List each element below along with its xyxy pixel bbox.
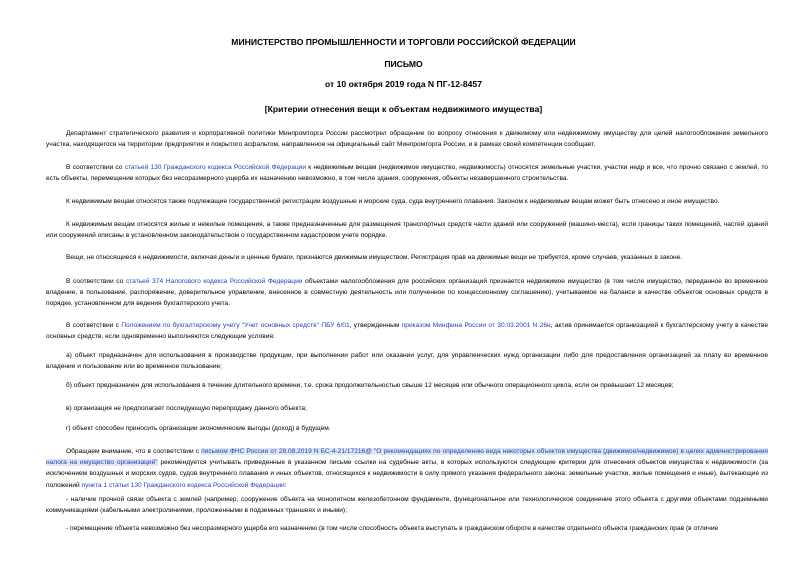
paragraph-premises: К недвижимым вещам относятся жилые и нежилые помещения, а также предназначенные для размещения транспортных средств части зданий или сооружений (машино-места), если границы таких помещений, частей зданий или сооружений описаны в установленном законодательством о государственном кадастровом учете порядке. [46,221,768,240]
document-date-number: от 10 октября 2019 года N ПГ-12-8457 [325,79,482,89]
link-pbu-6-01[interactable]: Положением по бухгалтерскому учету "Учет основных средств" ПБУ 6/01 [121,322,350,329]
paragraph-pbu [46,320,768,342]
condition-g: г) объект способен приносить организации экономические выгоды (доход) в будущем. [66,425,331,432]
text-fragment: к недвижимым вещам (недвижимое имущество, недвижимость) относятся земельные участки, участки недр и все, что прочно связано с землей, то есть объекты, перемещение которых без несоразмерного ущерба их назначению невозможно, в том числе здания, сооружения, объекты незавершенного строительства. [46,164,768,183]
condition-b: б) объект предназначен для использования в течение длительного времени, т.е. срока продолжительностью свыше 12 месяцев или обычного операционного цикла, если он превышает 12 месяцев; [66,382,674,389]
link-gk-article-130-p1[interactable]: пункта 1 статьи 130 Гражданского кодекса Российской Федерации [81,481,285,489]
condition-a: а) объект предназначен для использования в производстве продукции, при выполнении работ или оказании услуг, для управленческих нужд организации либо для предоставления организацией за плату во временное владение и пользование или во временное пользование; [46,352,768,371]
document-type: ПИСЬМО [384,59,423,69]
link-minfin-order[interactable]: приказом Минфина России от 30.03.2001 N 26н [401,322,551,329]
paragraph-vessels: К недвижимым вещам относятся также подлежащие государственной регистрации воздушные и морские суда, суда внутреннего плавания. Законом к недвижимым вещам может быть отнесено и иное имущество. [66,198,720,205]
criterion-relocation: - перемещение объекта невозможно без несоразмерного ущерба его назначению (в том числе способность объекта выступать в гражданском обороте в качестве отдельного объекта гражданских прав (в отличие [66,525,719,532]
paragraph-fns-letter [46,446,768,491]
text-fragment: В соответствии со [66,278,126,285]
ministry-title: МИНИСТЕРСТВО ПРОМЫШЛЕННОСТИ И ТОРГОВЛИ РОССИЙСКОЙ ФЕДЕРАЦИИ [231,37,576,47]
link-gk-article-130[interactable]: статьей 130 Гражданского кодекса Российской Федерации [124,164,307,171]
condition-v: в) организация не предполагает последующую перепродажу данного объекта; [66,405,307,412]
text-fragment: рекомендуется учитывать приведенные в указанном письме ссылки на судебные акты, в которых используются следующие критерии для отнесения объектов имущества к недвижимости (за исключением воздушных и морских судов, судов внутреннего плавания и иных объектов, относящихся к недвижимости в силу прямого указания федерального закона: земельные участки, жилые помещения и иные), вытекающие из положений [46,459,768,489]
paragraph-civil-code [46,162,768,184]
text-fragment: , актив принимается организацией к бухгалтерскому учету в качестве основных средств, если одновременно выполняются следующие условия: [46,322,769,341]
document-subject: [Критерии отнесения вещи к объектам недвижимого имущества] [264,104,543,114]
text-fragment: объектами налогообложения для российских организаций признается недвижимое имущество (в том числе имущество, переданное во временное владение, в пользование, распоряжение, доверительное управление, внесенное в совместную деятельность или полученное по концессионному соглашению), учитываемое на балансе в качестве объектов основных средств в порядке, установленном для ведения бухгалтерского учета. [46,278,768,308]
link-fns-letter[interactable]: письмом ФНС России от 28.08.2019 N БС-4-21/17216@ "О рекомендациях по определению вида некоторых объектов имущества (движимое/недвижимое) в целях администрирования налога на имущество организаций" [46,448,768,467]
paragraph-movable: Вещи, не относящиеся к недвижимости, включая деньги и ценные бумаги, признаются движимым имуществом. Регистрация прав на движимые вещи не требуется, кроме случаев, указанных в законе. [66,254,683,261]
link-nk-article-374[interactable]: статьей 374 Налогового кодекса Российской Федерации [125,278,303,285]
text-fragment: : [284,481,287,489]
paragraph-tax-code [46,276,768,310]
paragraph-intro: Департамент стратегического развития и корпоративной политики Минпромторга России рассмотрел обращение по вопросу отнесения к движимому или недвижимому имуществу для целей налогообложения земельного участка, находящегося на территории предприятия и покрытого асфальтом, направленное на официальный сайт Минпромторга России, и в рамках своей компетенции сообщает. [46,130,768,149]
text-fragment: Обращаем внимание, что в соответствии с [66,448,202,455]
criterion-foundation: - наличие прочной связи объекта с землей (например, сооружение объекта на монолитном железобетонном фундаменте, функциональное или технологическое соединение этого объекта с другими объектами подземными коммуникациями (кабельными электролиниями, проложенными в подземных траншеях и иными); [46,496,768,515]
text-fragment: В соответствии со [66,164,125,171]
text-fragment: В соответствии с [66,322,122,329]
text-fragment: , утвержденным [349,322,402,329]
